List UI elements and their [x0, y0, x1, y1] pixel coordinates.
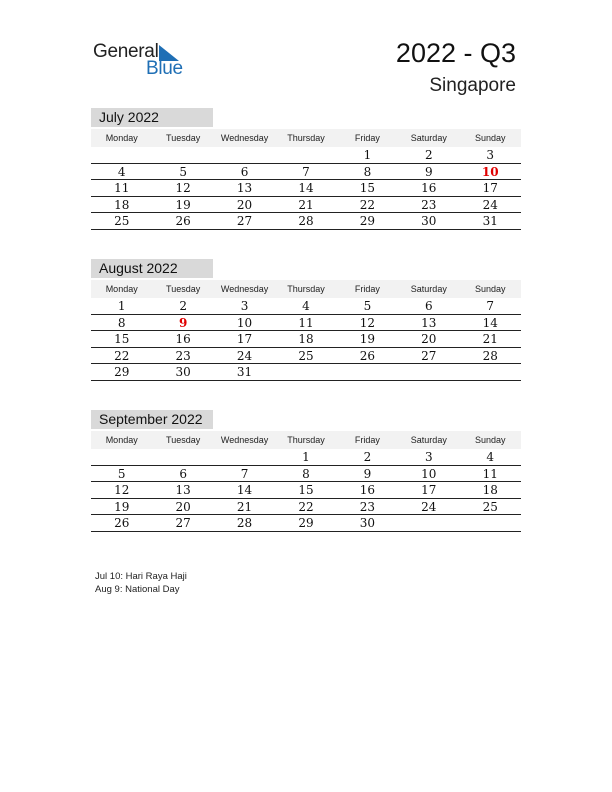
day-cell: 8: [117, 315, 126, 330]
page-title: 2022 - Q3: [395, 38, 516, 68]
month-calendar: [91, 410, 521, 532]
weekday-header-row: [91, 129, 521, 147]
day-cell: 27: [236, 214, 253, 229]
day-cell: 5: [179, 164, 187, 179]
day-cell: 18: [298, 332, 314, 347]
day-cell: [152, 147, 213, 163]
day-cell: 21: [482, 332, 498, 347]
day-cell: 15: [359, 181, 376, 196]
weekday-label: Sunday: [474, 435, 506, 445]
day-cell: 16: [421, 181, 437, 196]
week-row: [91, 449, 521, 466]
day-cell: 6: [425, 299, 433, 313]
day-cell: 6: [240, 164, 249, 179]
day-cell: [91, 147, 152, 163]
week-row: [91, 499, 521, 516]
day-cell: 7: [302, 164, 310, 179]
day-cell: [214, 449, 275, 465]
day-cell: 27: [175, 516, 191, 531]
day-cell: 29: [114, 365, 130, 380]
day-cell: 28: [482, 348, 498, 363]
day-cell: 19: [359, 332, 376, 347]
day-cell: 2: [179, 299, 187, 313]
weekday-label: Tuesday: [166, 133, 201, 143]
day-cell: [398, 515, 459, 531]
day-cell: 15: [298, 483, 314, 498]
week-row: [91, 147, 521, 164]
week-row: [91, 348, 521, 365]
day-cell: [152, 449, 213, 465]
weekday-label: Thursday: [287, 435, 325, 445]
holiday-notes: [95, 570, 187, 596]
day-cell: 1: [117, 299, 126, 313]
day-cell: 13: [421, 315, 437, 330]
day-cell: 20: [421, 332, 437, 347]
day-cell: 24: [482, 197, 498, 212]
day-cell: 18: [482, 483, 498, 498]
day-cell: 29: [298, 516, 314, 531]
day-cell: 22: [359, 197, 376, 212]
week-row: [91, 213, 521, 230]
weekday-label: Monday: [105, 284, 138, 294]
day-cell: 25: [114, 214, 130, 229]
day-cell: 10: [421, 466, 437, 481]
day-cell: 13: [175, 483, 191, 498]
week-row: [91, 466, 521, 483]
day-cell: 13: [236, 181, 253, 196]
weekday-label: Thursday: [287, 284, 325, 294]
weekday-label: Monday: [105, 133, 138, 143]
day-cell: [214, 147, 275, 163]
month-title: July 2022: [91, 108, 213, 127]
weekday-label: Thursday: [287, 133, 325, 143]
day-cell: 23: [421, 197, 437, 212]
week-row: [91, 197, 521, 214]
weekday-label: Friday: [354, 435, 380, 445]
logo-general-text: General: [93, 41, 159, 62]
month-calendar: [91, 259, 521, 381]
day-cell: 2: [425, 148, 433, 162]
week-row: [91, 298, 521, 315]
holiday-day-cell: 10: [481, 164, 499, 179]
day-cell: 20: [236, 197, 253, 212]
holiday-note: Jul 10: Hari Raya Haji: [95, 571, 187, 582]
day-cell: 12: [114, 483, 130, 498]
day-cell: 30: [359, 516, 376, 531]
weekday-label: Tuesday: [166, 435, 201, 445]
day-cell: 4: [302, 299, 310, 313]
day-cell: 14: [236, 483, 253, 498]
day-cell: 22: [298, 499, 314, 514]
day-cell: 27: [421, 348, 437, 363]
day-cell: 7: [486, 299, 495, 313]
day-cell: 7: [240, 466, 249, 481]
day-cell: 11: [298, 315, 314, 330]
day-cell: 5: [117, 466, 126, 481]
week-row: [91, 515, 521, 532]
day-cell: 30: [175, 365, 191, 380]
day-cell: [275, 364, 336, 380]
week-row: [91, 164, 521, 181]
day-cell: 10: [236, 315, 253, 330]
day-cell: 6: [179, 466, 187, 481]
day-cell: 19: [114, 499, 130, 514]
month-title: September 2022: [91, 410, 213, 429]
day-cell: 3: [425, 450, 433, 464]
day-cell: 12: [175, 181, 191, 196]
day-cell: 14: [482, 315, 498, 330]
weekday-label: Saturday: [410, 284, 447, 294]
week-row: [91, 364, 521, 381]
weekday-header-row: [91, 280, 521, 298]
day-cell: [337, 364, 398, 380]
month-title: August 2022: [91, 259, 213, 278]
weekday-label: Friday: [354, 284, 380, 294]
day-cell: 17: [236, 332, 253, 347]
day-cell: 25: [482, 499, 498, 514]
weekday-label: Wednesday: [220, 133, 269, 143]
holiday-day-cell: 9: [178, 315, 188, 330]
day-cell: 9: [425, 164, 433, 179]
weekday-label: Monday: [105, 435, 138, 445]
weekday-label: Friday: [354, 133, 380, 143]
day-cell: 31: [236, 365, 253, 380]
day-cell: 9: [363, 466, 372, 481]
day-cell: 8: [302, 466, 310, 481]
day-cell: 21: [236, 499, 253, 514]
country-name: Singapore: [429, 75, 516, 96]
weekday-label: Sunday: [474, 133, 506, 143]
day-cell: 12: [359, 315, 376, 330]
day-cell: 4: [117, 164, 126, 179]
logo-blue-text: Blue: [146, 58, 183, 79]
day-cell: 22: [114, 348, 130, 363]
day-cell: 23: [359, 499, 376, 514]
day-cell: 15: [114, 332, 130, 347]
week-row: [91, 315, 521, 332]
day-cell: 24: [421, 499, 437, 514]
day-cell: [275, 147, 336, 163]
week-row: [91, 331, 521, 348]
weekday-label: Tuesday: [166, 284, 201, 294]
day-cell: [398, 364, 459, 380]
month-calendar: [91, 108, 521, 230]
day-cell: 23: [175, 348, 191, 363]
day-cell: 16: [359, 483, 376, 498]
weekday-label: Wednesday: [220, 284, 269, 294]
weekday-header-row: [91, 431, 521, 449]
day-cell: 2: [363, 450, 372, 464]
day-cell: 5: [363, 299, 372, 313]
holiday-note: Aug 9: National Day: [95, 584, 180, 595]
weekday-label: Sunday: [474, 284, 506, 294]
day-cell: 4: [486, 450, 495, 464]
day-cell: 28: [298, 214, 314, 229]
day-cell: 26: [114, 516, 130, 531]
day-cell: [91, 449, 152, 465]
day-cell: 26: [175, 214, 191, 229]
day-cell: 16: [175, 332, 191, 347]
weekday-label: Saturday: [410, 435, 447, 445]
day-cell: 11: [114, 181, 130, 196]
day-cell: 19: [175, 197, 191, 212]
week-row: [91, 180, 521, 197]
logo: [93, 41, 193, 81]
weekday-label: Saturday: [410, 133, 447, 143]
day-cell: 3: [486, 148, 495, 162]
day-cell: 8: [363, 164, 372, 179]
day-cell: 30: [421, 214, 437, 229]
day-cell: 24: [236, 348, 253, 363]
day-cell: 11: [482, 466, 498, 481]
day-cell: 1: [302, 450, 310, 464]
week-row: [91, 482, 521, 499]
day-cell: 17: [482, 181, 498, 196]
day-cell: 20: [175, 499, 191, 514]
day-cell: 17: [421, 483, 437, 498]
day-cell: 31: [482, 214, 498, 229]
day-cell: [460, 515, 521, 531]
day-cell: 14: [298, 181, 314, 196]
day-cell: [460, 364, 521, 380]
day-cell: 28: [236, 516, 253, 531]
day-cell: 1: [363, 148, 372, 162]
weekday-label: Wednesday: [220, 435, 269, 445]
day-cell: 25: [298, 348, 314, 363]
day-cell: 21: [298, 197, 314, 212]
day-cell: 26: [359, 348, 376, 363]
day-cell: 29: [359, 214, 376, 229]
day-cell: 18: [114, 197, 130, 212]
day-cell: 3: [240, 299, 249, 313]
